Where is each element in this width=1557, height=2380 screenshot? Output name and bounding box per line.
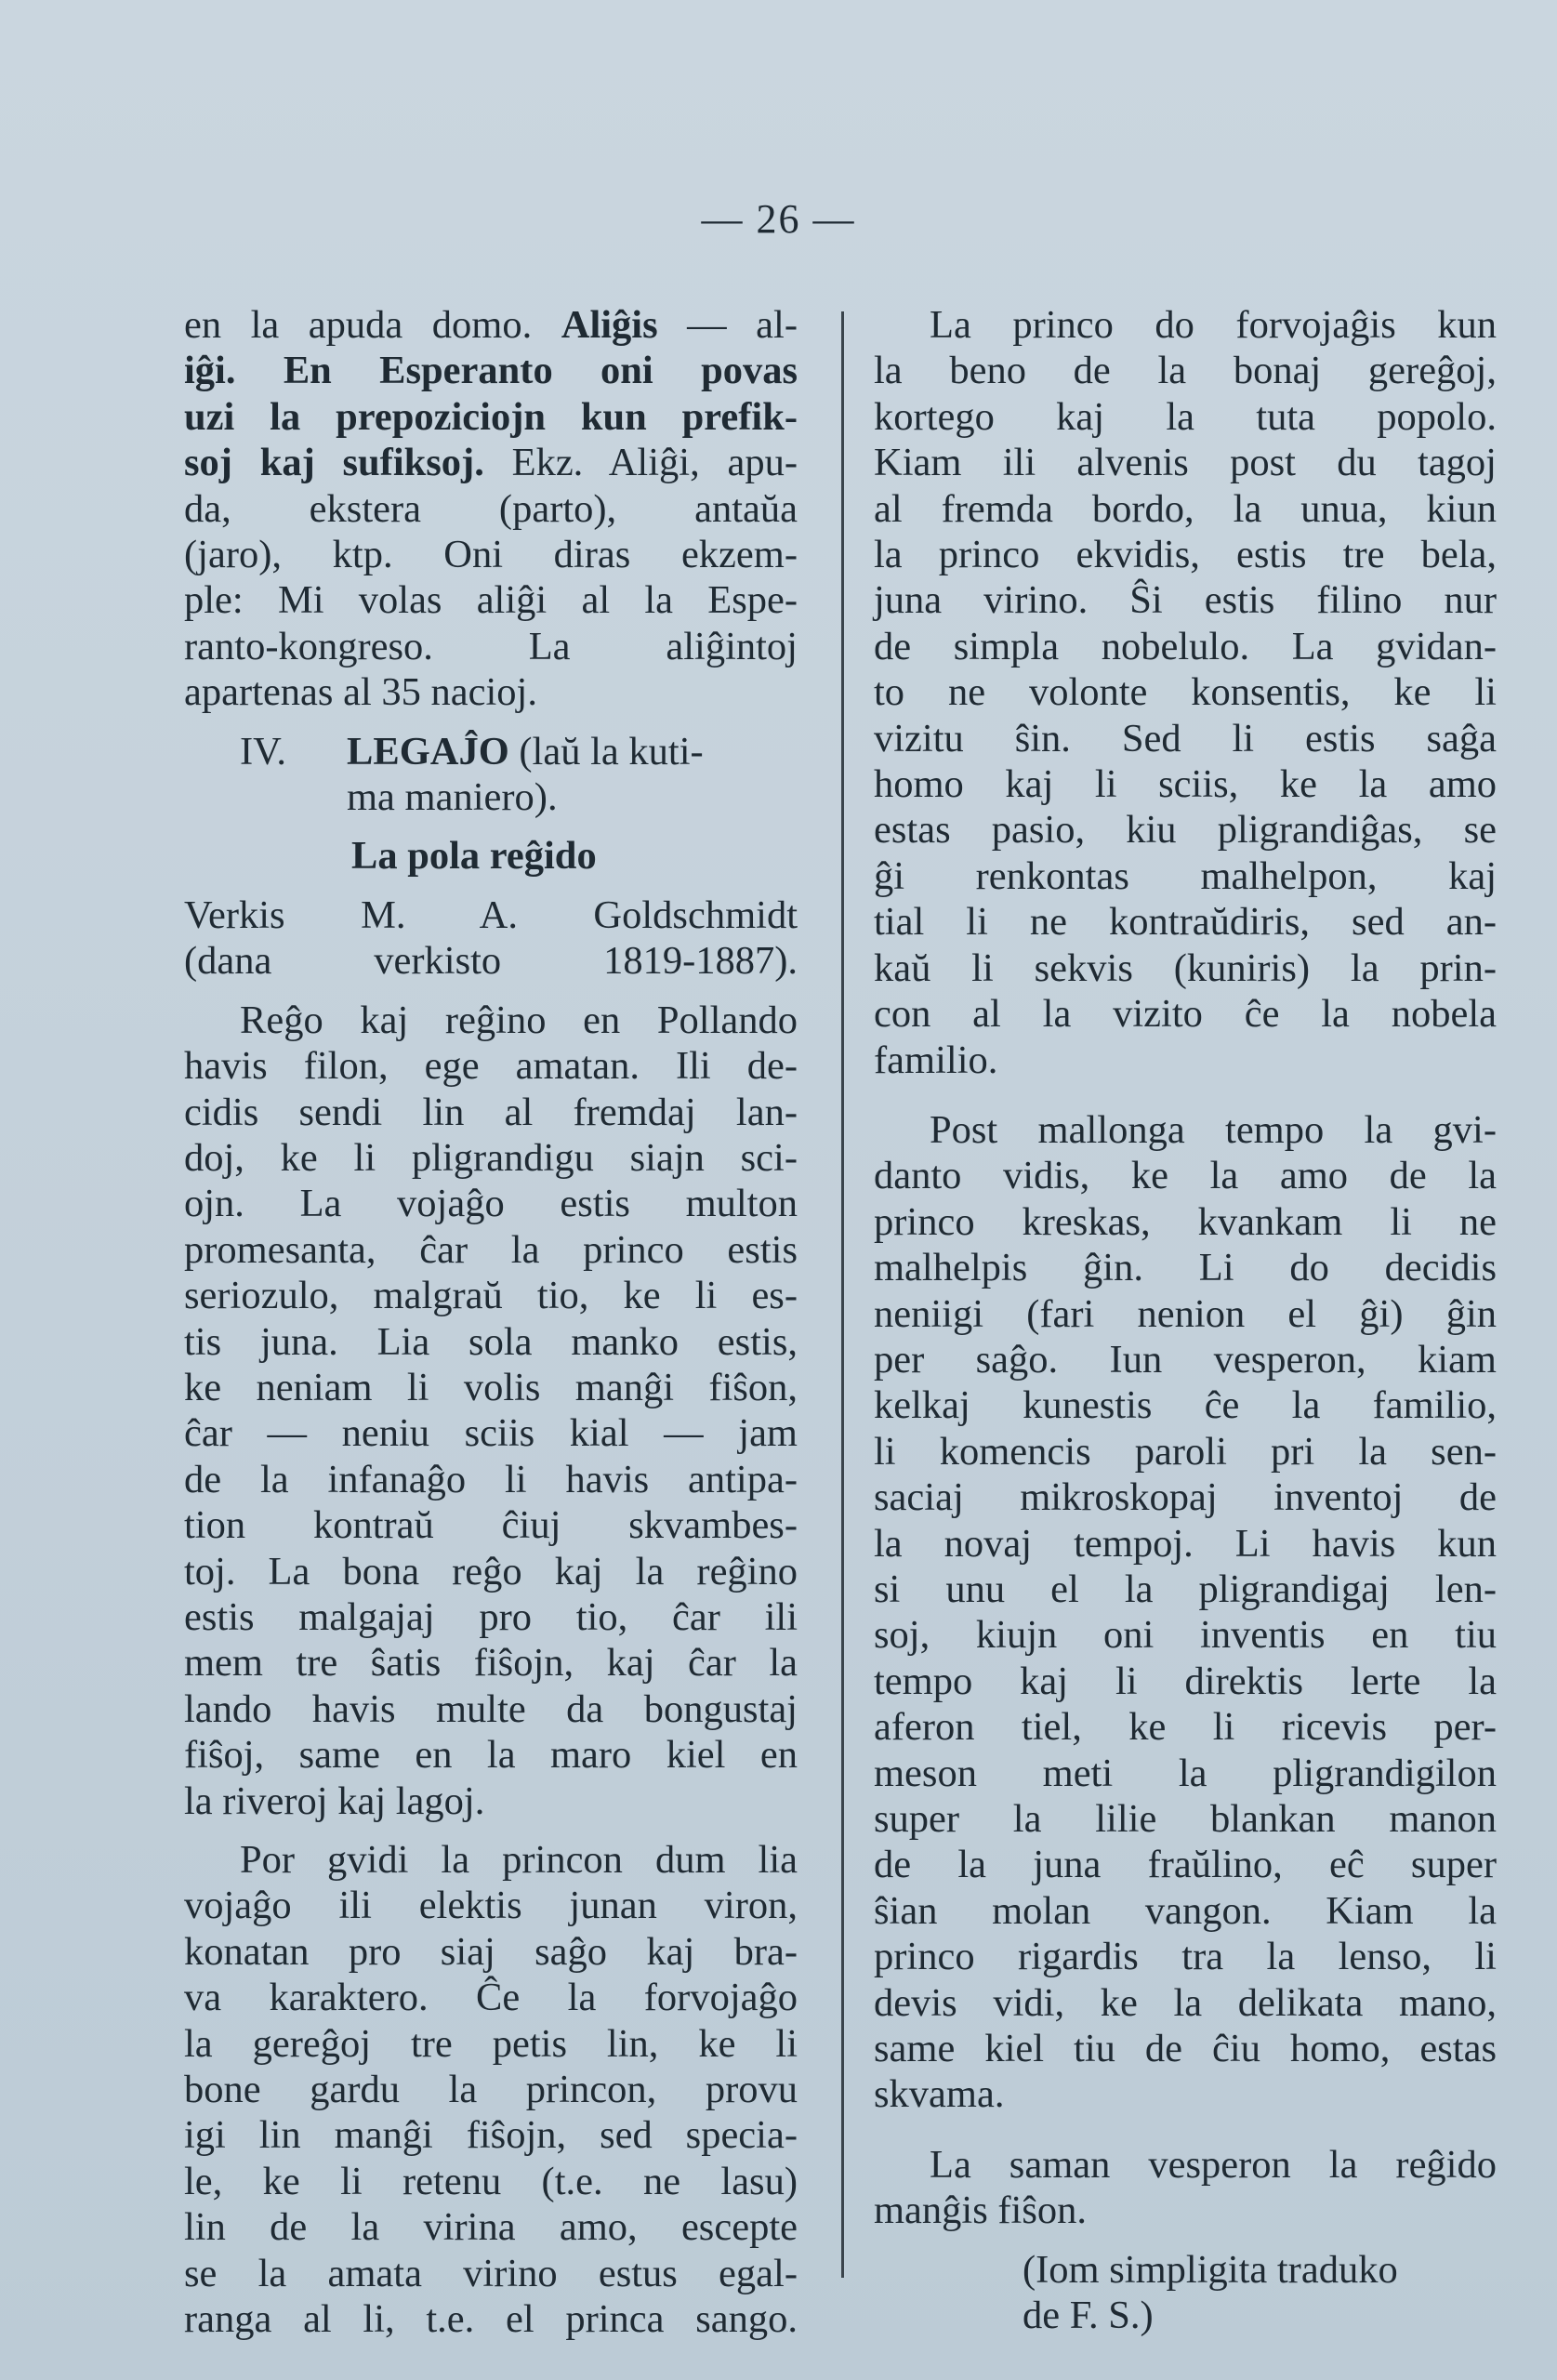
text-line: malhelpis ĝin. Li do decidis [874, 1246, 1497, 1290]
text-line: vizitu ŝin. Sed li estis saĝa [874, 716, 1497, 760]
text-line: aferon tiel, ke li ricevis per- [874, 1705, 1497, 1750]
roman-numeral: IV. [240, 729, 286, 774]
section-title: LEGAĴO (laŭ la kuti- [347, 729, 704, 774]
text-line: doj, ke li pligrandigu siajn sci- [184, 1135, 798, 1180]
text-line: kortego kaj la tuta popolo. [874, 394, 1497, 439]
text-line: fiŝoj, same en la maro kiel en [184, 1733, 798, 1778]
text-line: super la lilie blankan manon [874, 1797, 1497, 1841]
text-line: ojn. La vojaĝo estis multon [184, 1182, 798, 1226]
text-line: la gereĝoj tre petis lin, ke li [184, 2021, 798, 2066]
text-line: vojaĝo ili elektis junan viron, [184, 1884, 798, 1928]
text-line: le, ke li retenu (t.e. ne lasu) [184, 2159, 798, 2203]
text-line: ŝian molan vangon. Kiam la [874, 1888, 1497, 1933]
text-line: ple: Mi volas aliĝi al la Espe- [184, 578, 798, 623]
text-line: ranto-kongreso. La aliĝintoj [184, 624, 798, 668]
text-line: princo kreskas, kvankam li ne [874, 1199, 1497, 1244]
page-number: — 26 — [701, 196, 856, 242]
text-line: cidis sendi lin al fremdaj lan- [184, 1090, 798, 1134]
text-line: soj kaj sufiksoj. Ekz. Aliĝi, apu- [184, 441, 798, 485]
text-line: la princo ekvidis, estis tre bela, [874, 533, 1497, 577]
text-line: per saĝo. Iun vesperon, kiam [874, 1337, 1497, 1382]
text-line: uzi la prepoziciojn kun prefik- [184, 394, 798, 439]
text-line: kelkaj kunestis ĉe la familio, [874, 1383, 1497, 1428]
text-line: lin de la virina amo, escepte [184, 2205, 798, 2250]
text-line: princo rigardis tra la lenso, li [874, 1935, 1497, 1979]
text-line: se la amata virino estus egal- [184, 2251, 798, 2295]
text-line: va karaktero. Ĉe la forvojaĝo [184, 1976, 798, 2020]
text-line: de simpla nobelulo. La gvidan- [874, 624, 1497, 668]
text-line: con al la vizito ĉe la nobela [874, 992, 1497, 1037]
text-line: la beno de la bonaj gereĝoj, [874, 349, 1497, 393]
text-line: Por gvidi la princon dum lia [240, 1838, 798, 1882]
text-line: soj, kiujn oni inventis en tiu [874, 1613, 1497, 1658]
text-line: (jaro), ktp. Oni diras ekzem- [184, 533, 798, 577]
text-line: juna virino. Ŝi estis filino nur [874, 578, 1497, 623]
text-line: apartenas al 35 nacioj. [184, 670, 537, 715]
text-line: tis juna. Lia sola manko estis, [184, 1319, 798, 1364]
text-line: devis vidi, ke la delikata mano, [874, 1980, 1497, 2025]
text-line: toj. La bona reĝo kaj la reĝino [184, 1549, 798, 1593]
right-column [874, 302, 1497, 2338]
text-line: en la apuda domo. Aliĝis — al- [184, 303, 798, 347]
text-line: La princo do forvojaĝis kun [930, 303, 1497, 347]
translator-credit: de F. S.) [1023, 2294, 1154, 2338]
text-line: li komencis paroli pri la sen- [874, 1429, 1497, 1474]
text-line: konatan pro siaj saĝo kaj bra- [184, 1929, 798, 1974]
section-line [184, 729, 798, 774]
text-line: de la juna fraŭlino, eĉ super [874, 1843, 1497, 1887]
text-line: saciaj mikroskopaj inventoj de [874, 1475, 1497, 1520]
left-column [184, 302, 798, 2342]
text-line: to ne volonte konsentis, ke li [874, 670, 1497, 715]
text-line: Reĝo kaj reĝino en Pollando [240, 998, 798, 1042]
text-line: la novaj tempoj. Li havis kun [874, 1521, 1497, 1566]
text-line: homo kaj li sciis, ke la amo [874, 762, 1497, 807]
text-line: de la infanaĝo li havis antipa- [184, 1457, 798, 1501]
text-line: si unu el la pligrandigaj len- [874, 1567, 1497, 1611]
text-line: ranga al li, t.e. el princa sango. [184, 2297, 798, 2342]
text-line: same kiel tiu de ĉiu homo, estas [874, 2027, 1497, 2071]
author-line: Verkis M. A. Goldschmidt [184, 892, 798, 937]
text-line: da, ekstera (parto), antaŭa [184, 486, 798, 531]
text-line: manĝis fiŝon. [874, 2188, 1088, 2233]
text-line: lando havis multe da bongustaj [184, 1686, 798, 1731]
author-line: (dana verkisto 1819-1887). [184, 939, 798, 984]
text-line: estis malgajaj pro tio, ĉar ili [184, 1594, 798, 1639]
translator-credit: (Iom simpligita traduko [1023, 2247, 1398, 2292]
text-line: ma maniero). [347, 775, 558, 820]
text-line: Kiam ili alvenis post du tagoj [874, 441, 1497, 485]
text-line: iĝi. En Esperanto oni povas [184, 349, 798, 393]
text-line: neniigi (fari nenion el ĝi) ĝin [874, 1291, 1497, 1336]
text-line: meson meti la pligrandigilon [874, 1751, 1497, 1795]
text-line: seriozulo, malgraŭ tio, ke li es- [184, 1274, 798, 1318]
text-line: estas pasio, kiu pligrandiĝas, se [874, 808, 1497, 853]
text-line: igi lin manĝi fiŝojn, sed specia- [184, 2113, 798, 2158]
text-line: tempo kaj li direktis lerte la [874, 1659, 1497, 1703]
column-divider [841, 311, 844, 2278]
text-line: ke neniam li volis manĝi fiŝon, [184, 1365, 798, 1409]
text-line: promesanta, ĉar la princo estis [184, 1227, 798, 1272]
text-line: skvama. [874, 2072, 1005, 2117]
text-line: kaŭ li sekvis (kuniris) la prin- [874, 945, 1497, 990]
text-line: havis filon, ege amatan. Ili de- [184, 1044, 798, 1089]
text-line: al fremda bordo, la unua, kiun [874, 486, 1497, 531]
text-line: mem tre ŝatis fiŝojn, kaj ĉar la [184, 1641, 798, 1686]
text-line: tion kontraŭ ĉiuj skvambes- [184, 1503, 798, 1548]
text-line: tial li ne kontraŭdiris, sed an- [874, 900, 1497, 945]
text-line: ĉar — neniu sciis kial — jam [184, 1411, 798, 1456]
text-line: familio. [874, 1038, 998, 1082]
text-line: Post mallonga tempo la gvi- [930, 1107, 1497, 1152]
text-line: ĝi renkontas malhelpon, kaj [874, 853, 1497, 898]
text-line: bone gardu la princon, provu [184, 2068, 798, 2112]
text-line: la riveroj kaj lagoj. [184, 1778, 485, 1823]
story-title: La pola reĝido [351, 834, 597, 879]
text-line: La saman vesperon la reĝido [930, 2142, 1497, 2187]
text-line: danto vidis, ke la amo de la [874, 1154, 1497, 1198]
